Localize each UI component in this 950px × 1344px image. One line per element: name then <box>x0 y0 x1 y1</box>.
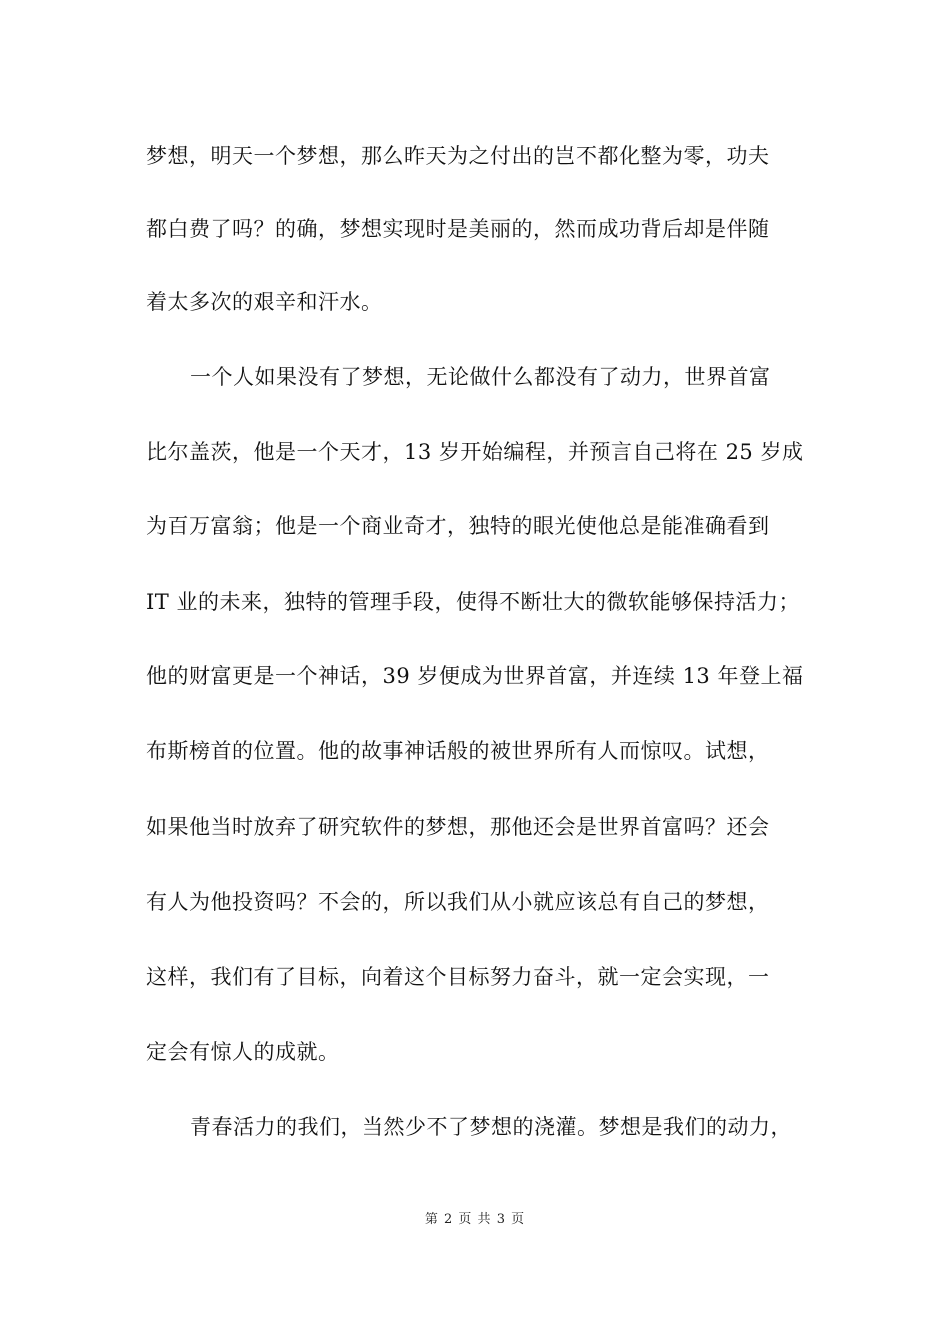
text-line: 定会有惊人的成就。 <box>146 1040 340 1064</box>
text-line: 着太多次的艰辛和汗水。 <box>146 290 383 314</box>
text-line: 他的财富更是一个神话，39 岁便成为世界首富，并连续 13 年登上福 <box>146 664 804 688</box>
text-line: 梦想，明天一个梦想，那么昨天为之付出的岂不都化整为零，功夫 <box>146 144 770 168</box>
text-line: 有人为他投资吗？不会的，所以我们从小就应该总有自己的梦想， <box>146 890 770 914</box>
text-line: 比尔盖茨，他是一个天才，13 岁开始编程，并预言自己将在 25 岁成 <box>146 440 804 464</box>
text-line: 如果他当时放弃了研究软件的梦想，那他还会是世界首富吗？还会 <box>146 815 770 839</box>
text-line: IT 业的未来，独特的管理手段，使得不断壮大的微软能够保持活力； <box>146 590 800 614</box>
text-line: 都白费了吗？的确，梦想实现时是美丽的，然而成功背后却是伴随 <box>146 217 770 241</box>
paragraph-start-line: 青春活力的我们，当然少不了梦想的浇灌。梦想是我们的动力， <box>190 1115 792 1139</box>
text-line: 这样，我们有了目标，向着这个目标努力奋斗，就一定会实现，一 <box>146 965 770 989</box>
page-number-footer: 第 2 页 共 3 页 <box>424 1212 526 1227</box>
text-line: 为百万富翁；他是一个商业奇才，独特的眼光使他总是能准确看到 <box>146 514 770 538</box>
text-line: 布斯榜首的位置。他的故事神话般的被世界所有人而惊叹。试想， <box>146 739 770 763</box>
paragraph-start-line: 一个人如果没有了梦想，无论做什么都没有了动力，世界首富 <box>190 365 771 389</box>
